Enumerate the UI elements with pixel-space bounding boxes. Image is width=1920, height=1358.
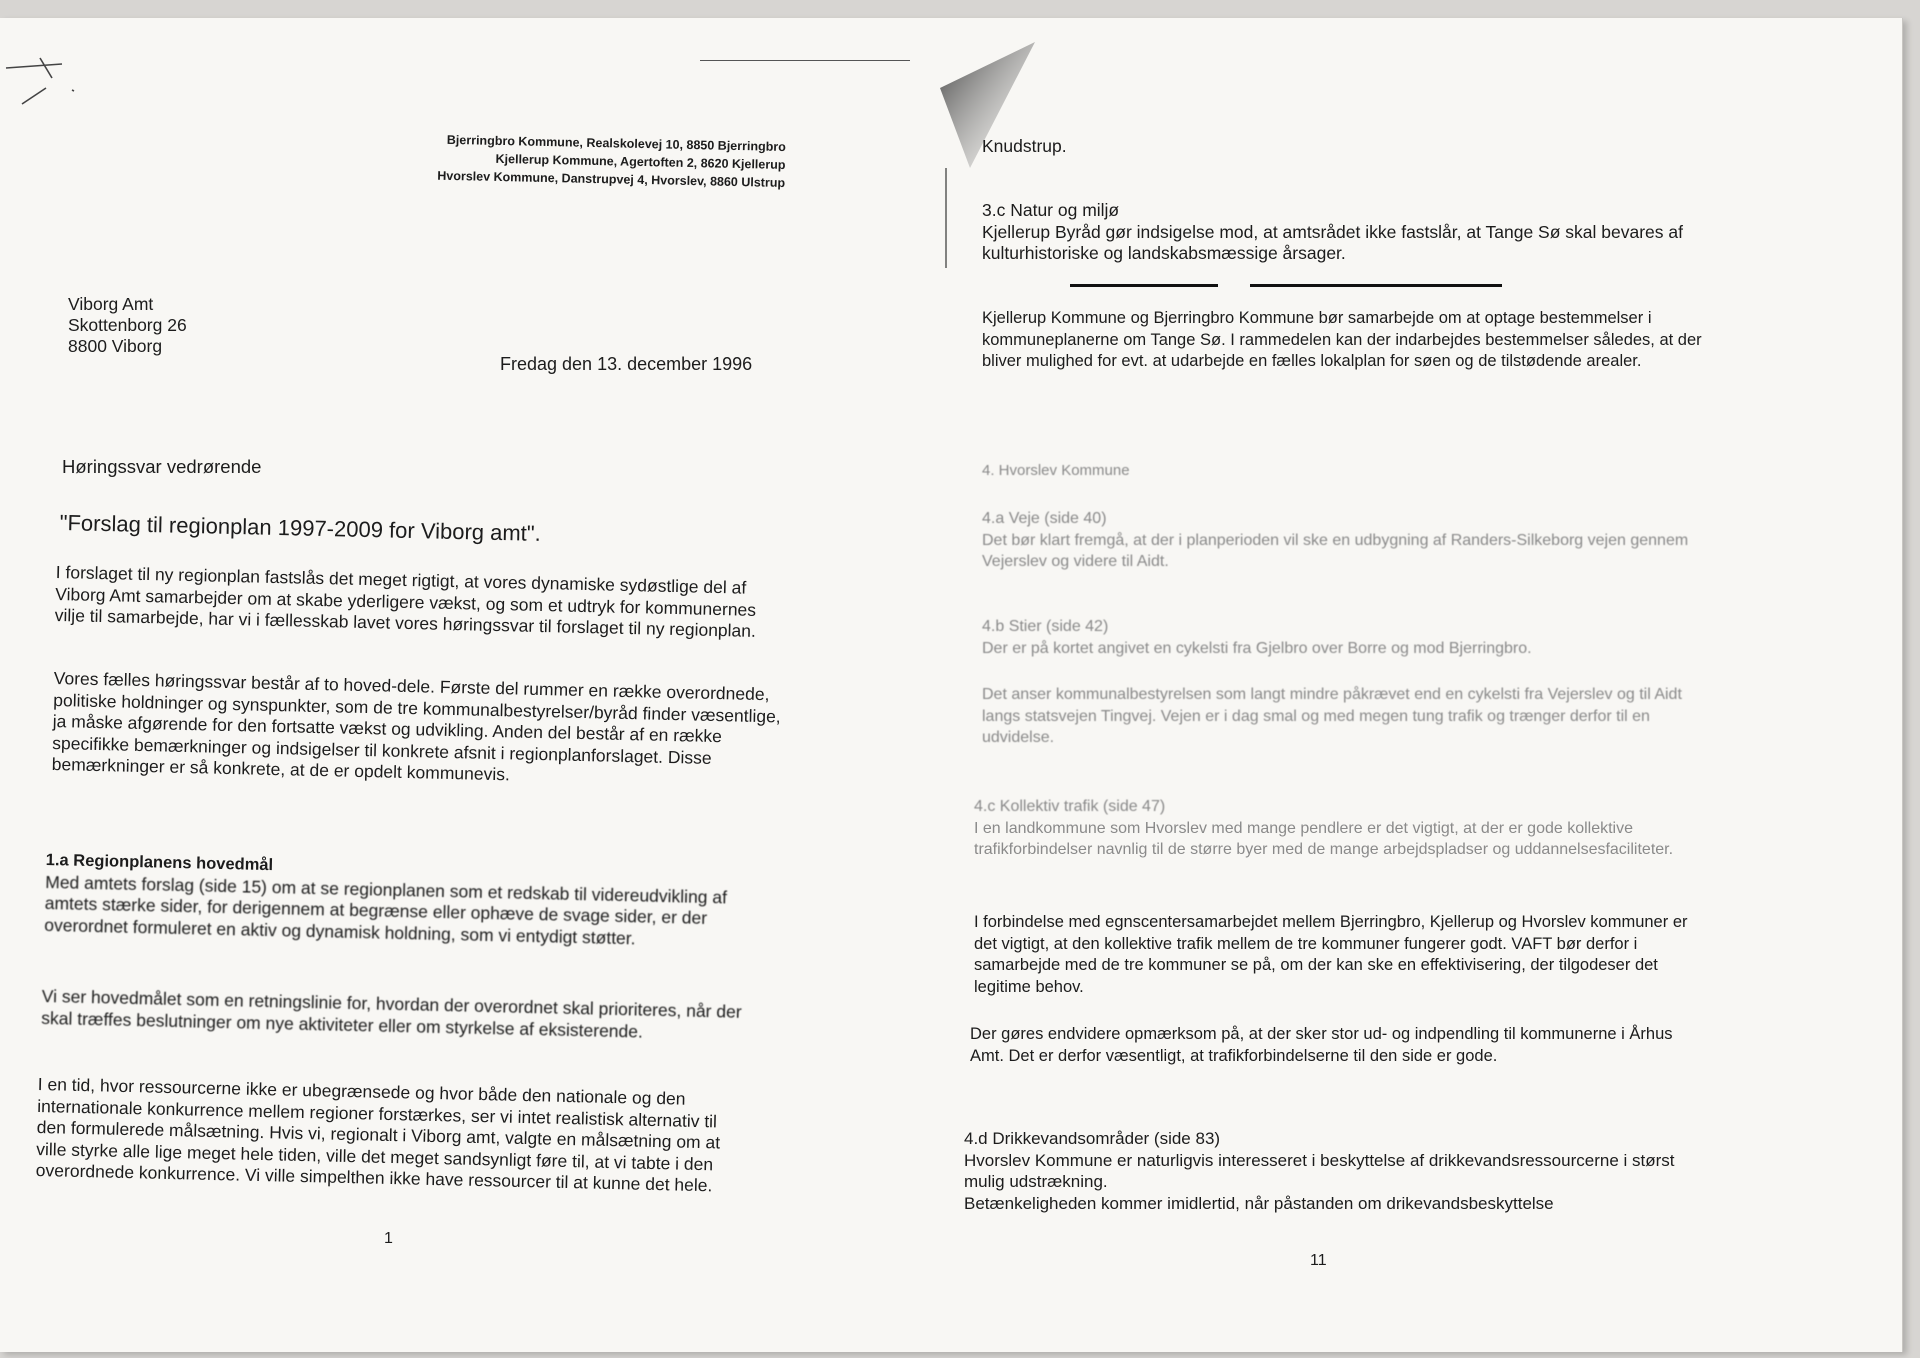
section-4c-paragraph: I en landkommune som Hvorslev med mange pendlere er det vigtigt, at der er gode kollektive trafikforbindelser navnlig til de større byer med de mange arbejdspladser og uddannelsesfaciliteter. bbox=[974, 819, 1674, 858]
intro-paragraph bbox=[55, 562, 786, 643]
section-4d-continuation: Betænkeligheden kommer imidlertid, når påstanden om drikevandsbeskyttelse bbox=[964, 1193, 1554, 1213]
right-page bbox=[930, 18, 1902, 1352]
section-4c-commuting bbox=[970, 1024, 1710, 1067]
sender-kjellerup: Kjellerup Kommune, Agertoften 2, 8620 Kjellerup bbox=[495, 151, 786, 172]
section-4-heading: 4. Hvorslev Kommune bbox=[982, 462, 1130, 479]
section-4a-paragraph: Det bør klart fremgå, at der i planperioden vil ske en udbygning af Randers-Silkeborg vejen gennem Vejerslev og videre til Aidt. bbox=[982, 531, 1689, 570]
underline-mark bbox=[1070, 284, 1218, 287]
section-3c-heading: 3.c Natur og miljø bbox=[982, 200, 1120, 220]
section-4d-paragraph: Hvorslev Kommune er naturligvis interesseret i beskyttelse af drikkevandsressourcerne i størst mulig udstrækning. bbox=[964, 1150, 1675, 1191]
section-3c-cooperation bbox=[982, 308, 1702, 373]
continued-text: Knudstrup. bbox=[982, 136, 1067, 156]
section-1a-priorities bbox=[41, 986, 758, 1045]
pen-marks bbox=[0, 18, 120, 128]
section-1a-heading: 1.a Regionplanens hovedmål bbox=[45, 850, 274, 875]
letter-heading: Høringssvar vedrørende bbox=[62, 456, 262, 477]
page-top-rule bbox=[700, 60, 910, 61]
section-4c bbox=[974, 796, 1714, 861]
letter-date: Fredag den 13. december 1996 bbox=[500, 354, 753, 374]
section-4a bbox=[982, 508, 1702, 573]
recipient-address bbox=[68, 294, 187, 357]
section-4b-heading: 4.b Stier (side 42) bbox=[982, 618, 1109, 635]
sender-addresses bbox=[365, 129, 786, 192]
sender-bjerringbro: Bjerringbro Kommune, Realskolevej 10, 8850 Bjerringbro bbox=[446, 132, 786, 154]
paragraph-text: Der gøres endvidere opmærksom på, at der sker stor ud- og indpendling til kommunerne i Århus Amt. Det er derfor væsentligt, at trafikforbindelserne til den side er gode. bbox=[970, 1025, 1673, 1065]
underline-mark bbox=[1250, 284, 1502, 287]
letter-title: "Forslag til regionplan 1997-2009 for Viborg amt". bbox=[59, 510, 542, 546]
section-4a-heading: 4.a Veje (side 40) bbox=[982, 510, 1107, 527]
section-4d bbox=[964, 1128, 1684, 1214]
paragraph-text: Kjellerup Kommune og Bjerringbro Kommune bør samarbejde om at optage bestemmelser i kommuneplanerne om Tange Sø. I rammedelen kan der indarbejdes bestemmelser således, at der bliver mulighed for evt. at udarbejde en fælles lokalplan for søen og de tilstødende arealer. bbox=[982, 309, 1702, 370]
recipient-street: Skottenborg 26 bbox=[68, 315, 187, 335]
page-number-right: 11 bbox=[1310, 1252, 1327, 1269]
recipient-city: 8800 Viborg bbox=[68, 336, 163, 356]
paragraph-text: Det anser kommunalbestyrelsen som langt mindre påkrævet end en cykelsti fra Vejerslev og til Aidt langs statsvejen Tingvej. Vejen er i dag smal og med megen tung trafik og trænger derfor til en udvidelse. bbox=[982, 686, 1682, 746]
paragraph-text: Vi ser hovedmålet som en retningslinie for, hvordan der overordnet skal prioriteres, når der skal træffes beslutninger om nye aktiviteter eller om styrkelse af eksisterende. bbox=[41, 986, 742, 1042]
section-1a bbox=[44, 850, 756, 952]
section-3c-objection: Kjellerup Byråd gør indsigelse mod, at amtsrådet ikke fastslår, at Tange Sø skal bevares af kulturhistoriske og landskabsmæssige årsager. bbox=[982, 221, 1683, 263]
section-1a-competition bbox=[36, 1074, 750, 1198]
section-4c-heading: 4.c Kollektiv trafik (side 47) bbox=[974, 798, 1166, 815]
structure-paragraph bbox=[52, 668, 789, 792]
section-4b-opinion bbox=[982, 684, 1722, 749]
section-4b bbox=[982, 616, 1722, 659]
paragraph-text: I forslaget til ny regionplan fastslås det meget rigtigt, at vores dynamiske sydøstlige del af Viborg Amt samarbejder om at skabe yderligere vækst, og som et udtryk for kommunernes vilje til samarbejde, har vi i fællesskab lavet vores høringssvar til forslaget til ny regionplan. bbox=[54, 562, 757, 641]
section-4c-cooperation bbox=[974, 912, 1714, 998]
page-number-left: 1 bbox=[384, 1230, 393, 1247]
section-3c bbox=[982, 200, 1702, 265]
document-sheet bbox=[0, 18, 1903, 1352]
paragraph-text: I en tid, hvor ressourcerne ikke er ubegrænsede og hvor både den nationale og den internationale konkurrence mellem regioner forstærkes, ser vi intet realistisk alternativ til den formulerede målsætning. Hvis vi, regionalt i Viborg amt, valgte en målsætning om at ville styrke alle lige meget hele tiden, ville det meget sandsynligt føre til, at vi tabte i den overordnede konkurrence. Vi ville simpelthen ikke have ressourcer til at kunne det hele. bbox=[35, 1074, 721, 1196]
recipient-name: Viborg Amt bbox=[68, 294, 154, 314]
paragraph-text: I forbindelse med egnscentersamarbejdet mellem Bjerringbro, Kjellerup og Hvorslev kommuner er det vigtigt, at den kollektive trafik mellem de tre kommuner fungerer godt. VAFT bør derfor i samarbejde med de tre kommuner se på, om der kan ske en effektivisering, der tilgodeser det legitime behov. bbox=[974, 913, 1688, 996]
sender-hvorslev: Hvorslev Kommune, Danstrupvej 4, Hvorslev, 8860 Ulstrup bbox=[437, 168, 786, 190]
section-4b-paragraph: Der er på kortet angivet en cykelsti fra Gjelbro over Borre og mod Bjerringbro. bbox=[982, 639, 1532, 657]
left-page bbox=[0, 18, 930, 1352]
section-4d-heading: 4.d Drikkevandsområder (side 83) bbox=[964, 1129, 1221, 1148]
paragraph-text: Vores fælles høringssvar består af to hoved-dele. Første del rummer en række overordnede, politiske holdninger og synspunkter, som de tre kommunalbestyrelser/byråd finder væsentlige, ja måske afgørende for den fortsatte vækst og udvikling. Anden del består af en række specifikke bemærkninger og indsigelser til konkrete afsnit i regionplanforslaget. Disse bemærkninger er så konkrete, at de er opdelt kommunevis. bbox=[51, 668, 781, 785]
section-1a-paragraph: Med amtets forslag (side 15) om at se regionplanen som et redskab til videreudvikling af amtets stærke sider, for derigennem at begrænse eller ophæve de svage sider, er der overordnet formuleret en aktiv og dynamisk holdning, som vi entydigt støtter. bbox=[44, 871, 728, 948]
